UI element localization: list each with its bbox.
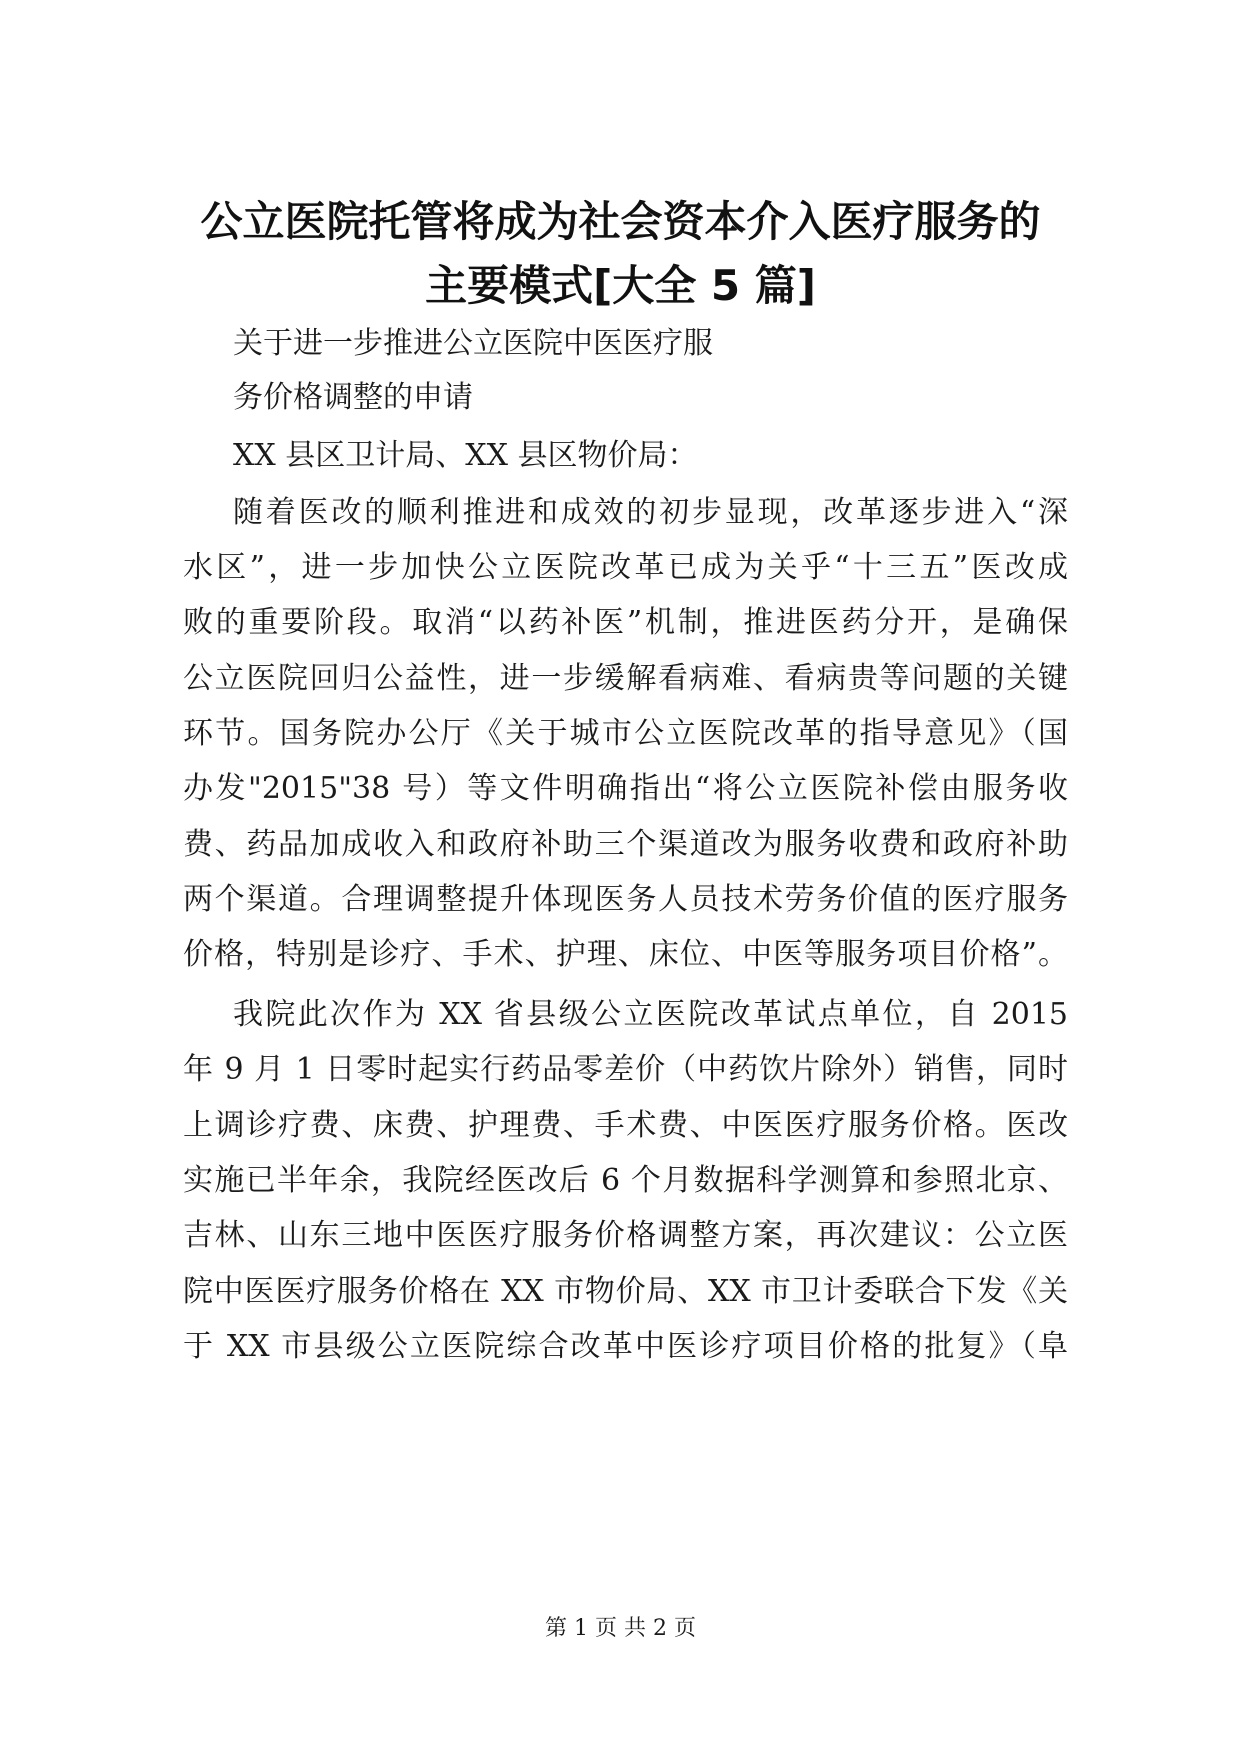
body-text-line: 年 9 月 1 日零时起实行药品零差价（中药饮片除外）销售，同时 [183, 1052, 1068, 1087]
body-text-line: 于 XX 市县级公立医院综合改革中医诊疗项目价格的批复》（阜 [183, 1329, 1068, 1364]
body-text-line: 院中医医疗服务价格在 XX 市物价局、XX 市卫计委联合下发《关 [183, 1274, 1068, 1309]
document-title-line-1: 公立医院托管将成为社会资本介入医疗服务的 [200, 197, 1041, 246]
page-number-footer: 第 1 页 共 2 页 [545, 1616, 696, 1641]
subtitle-line-1: 关于进一步推进公立医院中医医疗服 [233, 326, 713, 361]
document-title [120, 190, 1121, 318]
body-text-line: 吉林、山东三地中医医疗服务价格调整方案，再次建议：公立医 [183, 1218, 1068, 1253]
body-text-line: 实施已半年余，我院经医改后 6 个月数据科学测算和参照北京、 [183, 1163, 1068, 1198]
body-text-line: 价格，特别是诊疗、手术、护理、床位、中医等服务项目价格”。 [183, 937, 1068, 972]
subtitle-line-2: 务价格调整的申请 [233, 380, 473, 415]
body-text-line: 环节。国务院办公厅《关于城市公立医院改革的指导意见》（国 [183, 716, 1068, 751]
body-text-line: 我院此次作为 XX 省县级公立医院改革试点单位，自 2015 [233, 997, 1068, 1032]
body-text-line: 随着医改的顺利推进和成效的初步显现，改革逐步进入“深 [233, 495, 1068, 530]
body-text-line: 公立医院回归公益性，进一步缓解看病难、看病贵等问题的关键 [183, 661, 1068, 696]
body-text-line: 败的重要阶段。取消“以药补医”机制，推进医药分开，是确保 [183, 605, 1068, 640]
document-title-line-2: 主要模式[大全 5 篇] [425, 261, 816, 310]
body-text-line: 费、药品加成收入和政府补助三个渠道改为服务收费和政府补助 [183, 827, 1068, 862]
body-text-line: 两个渠道。合理调整提升体现医务人员技术劳务价值的医疗服务 [183, 882, 1068, 917]
body-text-line: 办发"2015"38 号）等文件明确指出“将公立医院补偿由服务收 [183, 771, 1068, 806]
body-text-line: 水区”，进一步加快公立医院改革已成为关乎“十三五”医改成 [183, 550, 1068, 585]
addressee-line: XX 县区卫计局、XX 县区物价局： [233, 438, 698, 473]
body-text-line: 上调诊疗费、床费、护理费、手术费、中医医疗服务价格。医改 [183, 1108, 1068, 1143]
